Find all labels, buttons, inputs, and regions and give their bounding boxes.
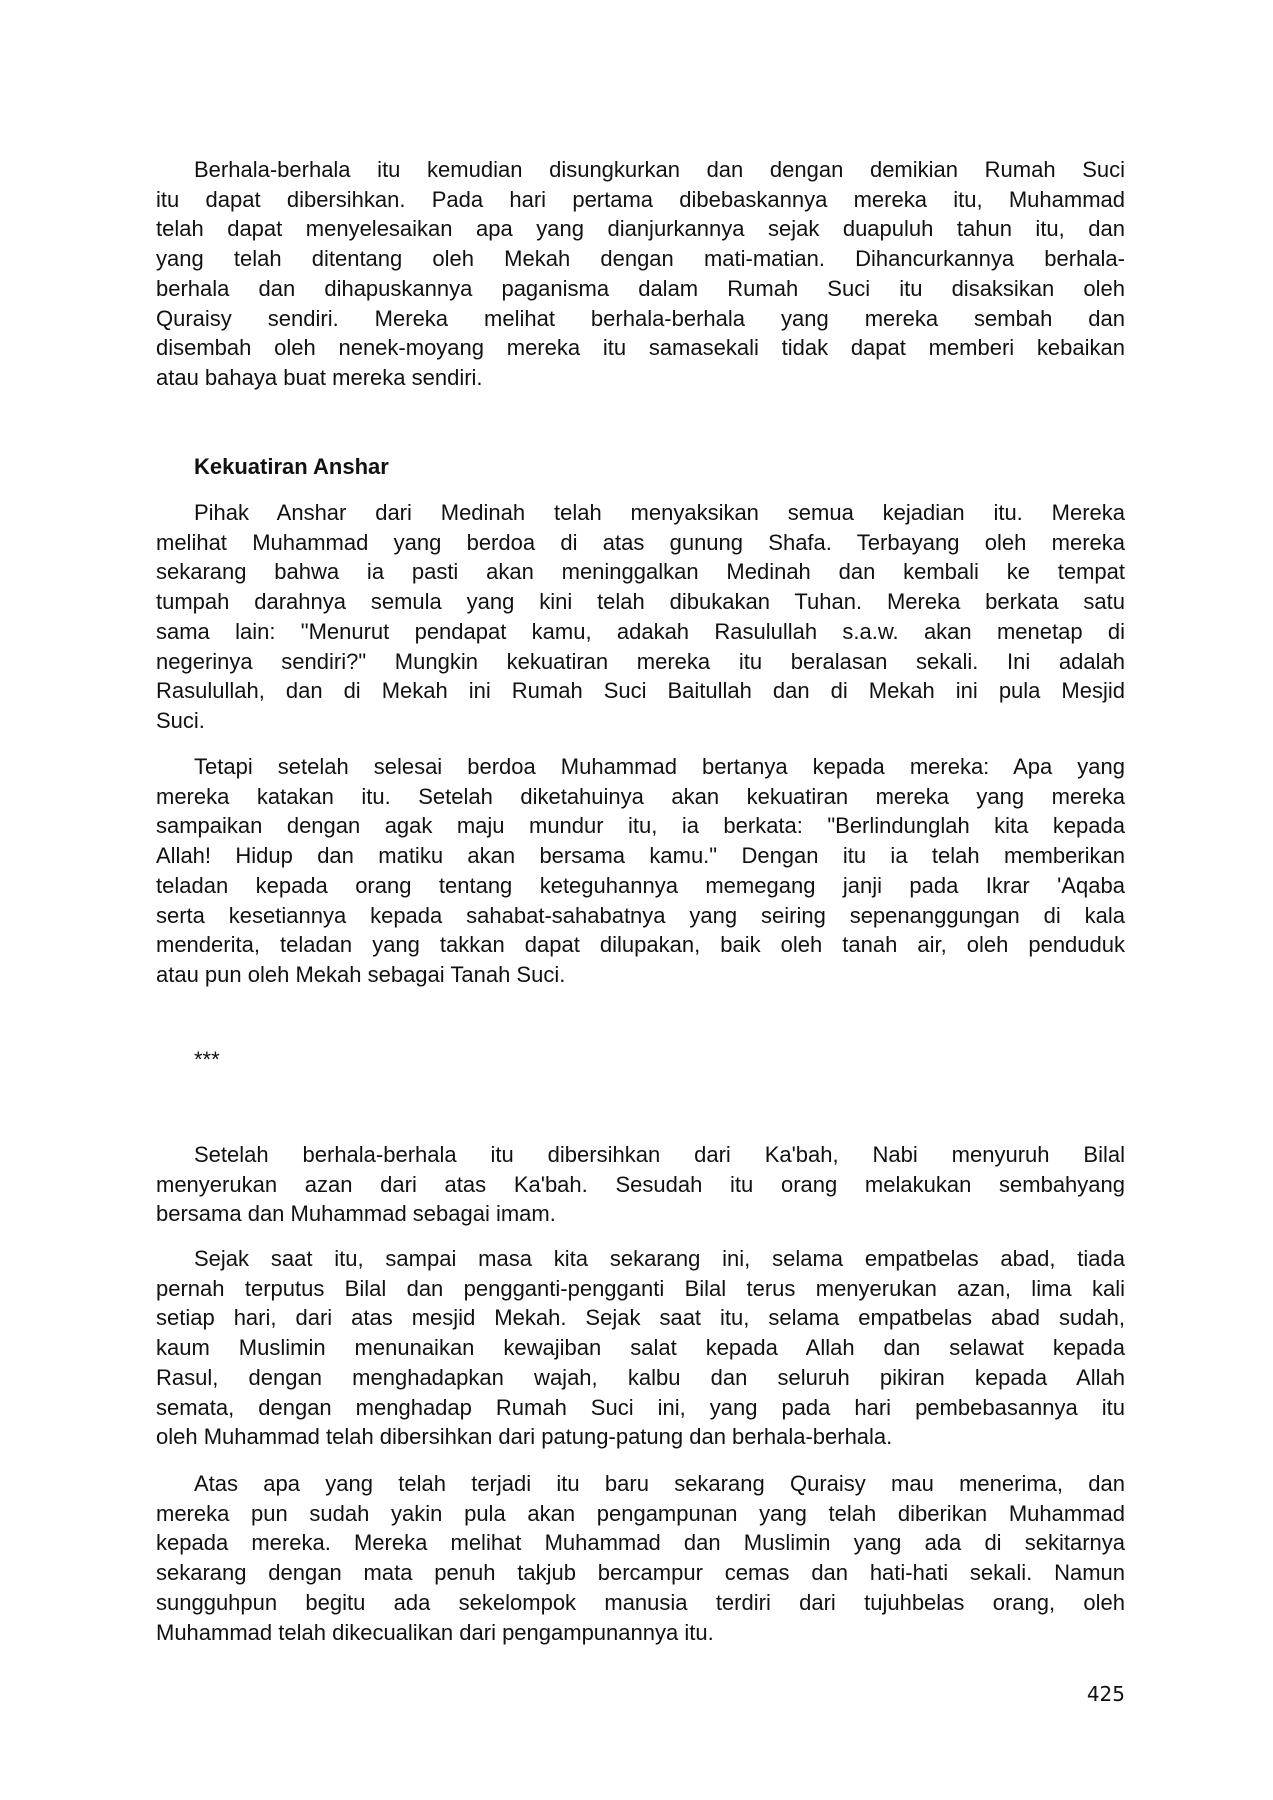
text-line: disembah oleh nenek-moyang mereka itu samasekali tidak dapat memberi kebaikan — [156, 335, 1125, 361]
text-line: kepada mereka. Mereka melihat Muhammad dan Muslimin yang ada di sekitarnya — [156, 1530, 1125, 1556]
paragraph-2 — [156, 498, 1125, 736]
text-line: sampaikan dengan agak maju mundur itu, ia berkata: "Berlindunglah kita kepada — [156, 813, 1125, 839]
text-line: bersama dan Muhammad sebagai imam. — [156, 1201, 556, 1227]
paragraph-1 — [156, 155, 1125, 393]
text-line: Setelah berhala-berhala itu dibersihkan dari Ka'bah, Nabi menyuruh Bilal — [194, 1142, 1125, 1167]
text-line: sekarang dengan mata penuh takjub bercampur cemas dan hati-hati sekali. Namun — [156, 1560, 1125, 1586]
text-line: oleh Muhammad telah dibersihkan dari patung-patung dan berhala-berhala. — [156, 1424, 893, 1450]
text-line: teladan kepada orang tentang keteguhannya memegang janji pada Ikrar 'Aqaba — [156, 872, 1125, 898]
text-line: Pihak Anshar dari Medinah telah menyaksikan semua kejadian itu. Mereka — [194, 500, 1125, 525]
paragraph-6 — [156, 1469, 1125, 1647]
text-line: atau pun oleh Mekah sebagai Tanah Suci. — [156, 961, 566, 987]
paragraph-4 — [156, 1140, 1125, 1229]
text-line: mereka katakan itu. Setelah diketahuinya akan kekuatiran mereka yang mereka — [156, 783, 1125, 809]
text-line: tumpah darahnya semula yang kini telah dibukakan Tuhan. Mereka berkata satu — [156, 589, 1125, 615]
section-separator: *** — [194, 1047, 220, 1072]
text-line: berhala dan dihapuskannya paganisma dalam Rumah Suci itu disaksikan oleh — [156, 275, 1125, 301]
text-line: itu dapat dibersihkan. Pada hari pertama dibebaskannya mereka itu, Muhammad — [156, 186, 1125, 212]
text-line: yang telah ditentang oleh Mekah dengan mati-matian. Dihancurkannya berhala- — [156, 246, 1125, 272]
text-line: Quraisy sendiri. Mereka melihat berhala-berhala yang mereka sembah dan — [156, 305, 1125, 331]
text-line: Atas apa yang telah terjadi itu baru sekarang Quraisy mau menerima, dan — [194, 1471, 1125, 1496]
page-number: 425 — [1086, 1682, 1125, 1706]
text-line: Allah! Hidup dan matiku akan bersama kamu." Dengan itu ia telah memberikan — [156, 843, 1125, 869]
text-line: Rasulullah, dan di Mekah ini Rumah Suci Baitullah dan di Mekah ini pula Mesjid — [156, 678, 1125, 704]
text-line: Tetapi setelah selesai berdoa Muhammad bertanya kepada mereka: Apa yang — [194, 754, 1125, 779]
text-line: kaum Muslimin menunaikan kewajiban salat kepada Allah dan selawat kepada — [156, 1335, 1125, 1361]
text-line: sekarang bahwa ia pasti akan meninggalkan Medinah dan kembali ke tempat — [156, 559, 1125, 585]
text-line: sungguhpun begitu ada sekelompok manusia terdiri dari tujuhbelas orang, oleh — [156, 1589, 1125, 1615]
text-line: Muhammad telah dikecualikan dari pengampunannya itu. — [156, 1619, 714, 1645]
text-line: atau bahaya buat mereka sendiri. — [156, 364, 483, 390]
paragraph-5 — [156, 1244, 1125, 1452]
text-line: melihat Muhammad yang berdoa di atas gunung Shafa. Terbayang oleh mereka — [156, 529, 1125, 555]
text-line: serta kesetiannya kepada sahabat-sahabatnya yang seiring sepenanggungan di kala — [156, 902, 1125, 928]
paragraph-3 — [156, 752, 1125, 990]
text-line: Sejak saat itu, sampai masa kita sekarang ini, selama empatbelas abad, tiada — [194, 1246, 1125, 1271]
text-line: menyerukan azan dari atas Ka'bah. Sesudah itu orang melakukan sembahyang — [156, 1171, 1125, 1197]
text-line: telah dapat menyelesaikan apa yang dianjurkannya sejak duapuluh tahun itu, dan — [156, 216, 1125, 242]
text-line: mereka pun sudah yakin pula akan pengampunan yang telah diberikan Muhammad — [156, 1500, 1125, 1526]
text-line: menderita, teladan yang takkan dapat dilupakan, baik oleh tanah air, oleh penduduk — [156, 932, 1125, 958]
text-line: Suci. — [156, 707, 205, 733]
text-line: pernah terputus Bilal dan pengganti-pengganti Bilal terus menyerukan azan, lima kali — [156, 1275, 1125, 1301]
text-line: setiap hari, dari atas mesjid Mekah. Sejak saat itu, selama empatbelas abad sudah, — [156, 1305, 1125, 1331]
text-line: negerinya sendiri?" Mungkin kekuatiran mereka itu beralasan sekali. Ini adalah — [156, 648, 1125, 674]
text-line: Berhala-berhala itu kemudian disungkurkan dan dengan demikian Rumah Suci — [194, 157, 1125, 182]
text-line: Rasul, dengan menghadapkan wajah, kalbu dan seluruh pikiran kepada Allah — [156, 1364, 1125, 1390]
text-line: sama lain: "Menurut pendapat kamu, adakah Rasulullah s.a.w. akan menetap di — [156, 618, 1125, 644]
section-heading: Kekuatiran Anshar — [194, 454, 389, 479]
text-line: semata, dengan menghadap Rumah Suci ini, yang pada hari pembebasannya itu — [156, 1394, 1125, 1420]
